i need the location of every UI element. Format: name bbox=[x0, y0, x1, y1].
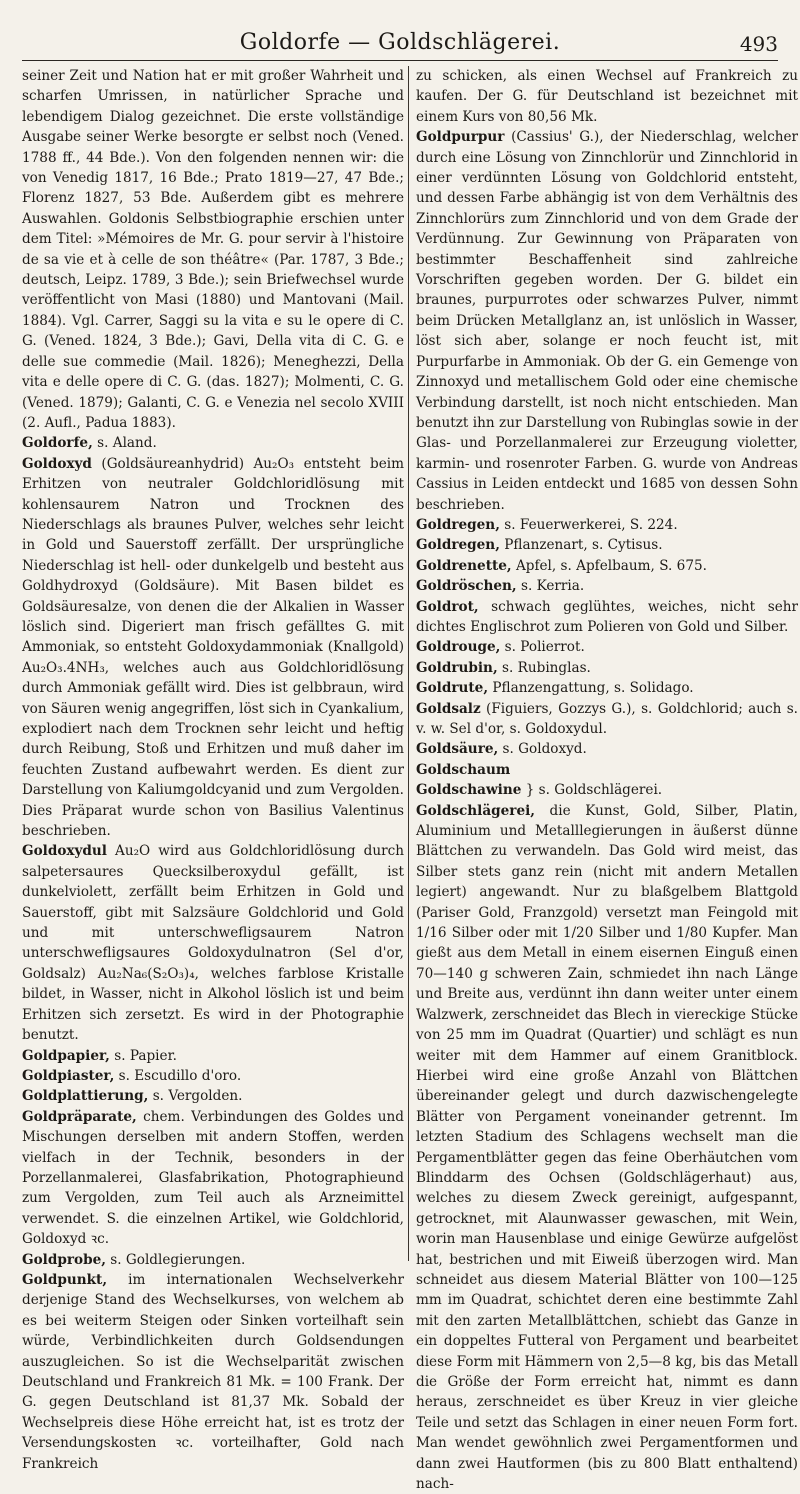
entry-headword: Goldrenette, bbox=[416, 557, 512, 574]
entry-headword: Goldpapier, bbox=[22, 1047, 110, 1064]
entry-text: s. Papier. bbox=[109, 1047, 177, 1064]
entry-text: Pflanzenart, s. Cytisus. bbox=[499, 537, 663, 554]
entry-text: s. Aland. bbox=[92, 435, 157, 452]
entry-headword: Goldrute, bbox=[416, 680, 489, 697]
page-number: 493 bbox=[739, 32, 778, 56]
entry-headword: Goldplattierung, bbox=[22, 1088, 149, 1105]
entry-text: s. Kerria. bbox=[516, 578, 585, 595]
entry-headword: Goldpräparate, bbox=[22, 1108, 137, 1125]
entry-headword: Goldröschen, bbox=[416, 578, 517, 595]
entry-text: Apfel, s. Apfelbaum, S. 675. bbox=[511, 557, 707, 574]
dictionary-entry bbox=[22, 433, 404, 453]
dictionary-entry bbox=[22, 66, 404, 433]
dictionary-entry bbox=[22, 1250, 404, 1270]
entry-text: (Goldsäureanhydrid) Au₂O₃ entsteht beim Erhitzen von neutraler Goldchloridlösung mit kohlensaurem Natron und Trocknen des Niederschlags als braunes Pulver, welches sehr leicht in Gold und Sauerstoff zerfällt. Der ursprüngliche Niederschlag ist hell- oder dunkelgelb und besteht aus Goldhydroxyd (Goldsäure). Mit Basen bildet es Goldsäuresalze, von denen die der Alkalien in Wasser löslich sind. Digeriert man frisch gefälltes G. mit Ammoniak, so entsteht Goldoxydammoniak (Knallgold) Au₂O₃.4NH₃, welches auch aus Goldchloridlösung durch Ammoniak gefällt wird. Dies ist gelbbraun, wird von Säuren wenig angegriffen, löst sich in Cyankalium, explodiert nach dem Trocknen sehr leicht und heftig durch Reibung, Stoß und Erhitzen und muß daher im feuchten Zustand aufbewahrt werden. Es dient zur Darstellung von Kaliumgoldcyanid und zum Vergolden. Dies Präparat wurde schon von Basilius Valentinus beschrieben. bbox=[22, 455, 404, 840]
dictionary-entry bbox=[416, 535, 798, 555]
dictionary-entry bbox=[416, 556, 798, 576]
entry-headword: Goldrouge, bbox=[416, 639, 501, 656]
entry-text: s. Goldoxyd. bbox=[498, 741, 587, 758]
dictionary-entry bbox=[416, 597, 798, 638]
entry-text: seiner Zeit und Nation hat er mit großer Wahrheit und scharfen Umrissen, in natürlicher Sprache und lebendigem Dialog gezeichnet. Die erste vollständige Ausgabe seiner Werke besorgte er selbst noch (Vened. 1788 ff., 44 Bde.). Von den folgenden nennen wir: die von Venedig 1817, 16 Bde.; Prato 1819—27, 47 Bde.; Florenz 1827, 53 Bde. Außerdem gibt es mehrere Auswahlen. Goldonis Selbstbiographie erschien unter dem Titel: »Mémoires de Mr. G. pour servir à l'histoire de sa vie et à celle de son théâtre« (Par. 1787, 3 Bde.; deutsch, Leipz. 1789, 3 Bde.); sein Briefwechsel wurde veröffentlicht von Masi (1880) und Mantovani (Mail. 1884). Vgl. Carrer, Saggi su la vita e su le opere di C. G. (Vened. 1824, 3 Bde.); Gavi, Della vita di C. G. e delle sue commedie (Mail. 1826); Meneghezzi, Della vita e delle opere di C. G. (das. 1827); Molmenti, C. G. (Vened. 1879); Galanti, C. G. e Venezia nel secolo XVIII (2. Aufl., Padua 1883). bbox=[22, 68, 404, 431]
entry-headword: Goldrot, bbox=[416, 598, 479, 615]
dictionary-entry bbox=[416, 127, 798, 515]
entry-headword: Goldschaum bbox=[416, 761, 511, 778]
entry-text: schwach geglühtes, weiches, nicht sehr dichtes Englischrot zum Polieren von Gold und Silber. bbox=[416, 598, 798, 635]
left-column bbox=[22, 66, 404, 1472]
dictionary-entry bbox=[416, 739, 798, 759]
entry-headword: Goldsalz bbox=[416, 700, 481, 717]
header-rule bbox=[22, 60, 778, 61]
dictionary-entry bbox=[416, 678, 798, 698]
entry-text: die Kunst, Gold, Silber, Platin, Aluminium und Metalllegierungen in äußerst dünne Blättchen zu verwandeln. Das Gold wird meist, das Silber stets ganz rein (nicht mit andern Metallen legiert) angewandt. Nur zu blaßgelbem Blattgold (Pariser Gold, Franzgold) versetzt man Feingold mit 1/16 Silber oder mit 1/20 Silber und 1/80 Kupfer. Man gießt aus dem Metall in einem eisernen Einguß einen 70—140 g schweren Zain, schmiedet ihn nach Länge und Breite aus, verdünnt ihn dann weiter unter einem Walzwerk, zerschneidet das Blech in viereckige Stücke von 25 mm im Quadrat (Quartier) und schlägt es nun weiter mit dem Hammer auf einem Granitblock. Hierbei wird eine große Anzahl von Blättchen übereinander gelegt und durch dazwischengelegte Blätter von Pergament voneinander getrennt. Im letzten Stadium des Schlagens wechselt man die Pergamentblätter gegen das feine Oberhäutchen vom Blinddarm des Ochsen (Goldschlägerhaut) aus, welches zu diesem Zweck gereinigt, aufgespannt, getrocknet, mit Alaunwasser gewaschen, mit Wein, worin man Hausenblase und einige Gewürze aufgelöst hat, bestrichen und mit Eiweiß überzogen wird. Man schneidet aus diesem Material Blätter von 100—125 mm im Quadrat, schichtet deren eine bestimmte Zahl mit den zarten Metallblättchen, schiebt das Ganze in ein doppeltes Futteral von Pergament und bearbeitet diese Form mit Hämmern von 2,5—8 kg, bis das Metall die Größe der Form erreicht hat, nimmt es dann heraus, zerschneidet es über Kreuz in vier gleiche Teile und setzt das Schlagen in einer neuen Form fort. Man wendet gewöhnlich zwei Pergamentformen und dann zwei Hautformen (bis zu 800 Blatt enthaltend) nach- bbox=[416, 802, 798, 1493]
entry-headword: Goldoxydul bbox=[22, 843, 107, 860]
entry-text: im internationalen Wechselverkehr derjenige Stand des Wechselkurses, von welchem ab es bei weiterm Steigen oder Sinken vorteilhaft sein würde, Verbindlichkeiten durch Goldsendungen auszugleichen. So ist die Wechselparität zwischen Deutschland und Frankreich 81 Mk. = 100 Frank. Der G. gegen Deutschland ist 81,37 Mk. Sobald der Wechselpreis diese Höhe erreicht hat, ist es trotz der Versendungskosten ꝛc. vorteilhafter, Gold nach Frankreich bbox=[22, 1271, 404, 1472]
entry-headword: Goldregen, bbox=[416, 516, 500, 533]
entry-headword: Goldsäure, bbox=[416, 741, 499, 758]
entry-text: s. Feuerwerkerei, S. 224. bbox=[499, 516, 678, 533]
entry-text: (Figuiers, Gozzys G.), s. Goldchlorid; auch s. v. w. Sel d'or, s. Goldoxydul. bbox=[416, 700, 798, 737]
dictionary-entry bbox=[416, 515, 798, 535]
entry-headword: Goldoxyd bbox=[22, 455, 92, 472]
dictionary-entry bbox=[22, 1066, 404, 1086]
entry-headword: Goldschlägerei, bbox=[416, 802, 535, 819]
dictionary-entry bbox=[22, 1046, 404, 1066]
entry-text: chem. Verbindungen des Goldes und Mischungen derselben mit andern Stoffen, werden vielfach in der Technik, besonders in der Porzellanmalerei, Glasfabrikation, Photographieund zum Vergolden, zum Teil auch als Arzneimittel verwendet. S. die einzelnen Artikel, wie Goldchlorid, Goldoxyd ꝛc. bbox=[22, 1108, 404, 1248]
entry-headword: Goldpurpur bbox=[416, 129, 505, 146]
dictionary-entry bbox=[416, 760, 798, 780]
page-header bbox=[22, 20, 778, 60]
entry-headword: Goldprobe, bbox=[22, 1251, 106, 1268]
dictionary-entry bbox=[416, 780, 798, 800]
dictionary-entry bbox=[22, 1107, 404, 1250]
entry-headword: Goldregen, bbox=[416, 537, 500, 554]
entry-headword: Goldschawine bbox=[416, 782, 522, 799]
entry-text: } s. Goldschlägerei. bbox=[521, 782, 663, 799]
entry-text: Pflanzengattung, s. Solidago. bbox=[488, 680, 694, 697]
running-title: Goldorfe — Goldschlägerei. bbox=[239, 30, 561, 55]
entry-headword: Goldpiaster, bbox=[22, 1067, 115, 1084]
dictionary-entry bbox=[22, 1270, 404, 1474]
dictionary-entry bbox=[22, 454, 404, 842]
dictionary-entry bbox=[416, 637, 798, 657]
column-divider bbox=[408, 66, 409, 1261]
dictionary-entry bbox=[416, 576, 798, 596]
dictionary-entry bbox=[416, 699, 798, 740]
entry-text: (Cassius' G.), der Niederschlag, welcher durch eine Lösung von Zinnchlorür und Zinnchlorid in einer verdünnten Lösung von Goldchlorid entsteht, und dessen Farbe abhängig ist von dem Verhältnis des Zinnchlorürs zum Zinnchlorid und von dem Grade der Verdünnung. Zur Gewinnung von Präparaten von bestimmter Beschaffenheit sind zahlreiche Vorschriften gegeben worden. Der G. bildet ein braunes, purpurrotes oder schwarzes Pulver, nimmt beim Drücken Metallglanz an, ist unlöslich in Wasser, löst sich aber, solange er noch feucht ist, mit Purpurfarbe in Ammoniak. Ob der G. ein Gemenge von Zinnoxyd und metallischem Gold oder eine chemische Verbindung darstellt, ist noch nicht entschieden. Man benutzt ihn zur Darstellung von Rubinglas sowie in der Glas- und Porzellanmalerei zur Erzeugung violetter, karmin- und rosenroter Farben. G. wurde von Andreas Cassius in Leiden entdeckt und 1685 von dessen Sohn beschrieben. bbox=[416, 129, 798, 513]
dictionary-entry bbox=[416, 66, 798, 127]
entry-text: zu schicken, als einen Wechsel auf Frankreich zu kaufen. Der G. für Deutschland ist bezeichnet mit einem Kurs von 80,56 Mk. bbox=[416, 68, 798, 125]
dictionary-entry bbox=[416, 658, 798, 678]
entry-text: Au₂O wird aus Goldchloridlösung durch salpetersaures Quecksilberoxydul gefällt, ist dunkelviolett, zerfällt beim Erhitzen in Gold und Sauerstoff, gibt mit Salzsäure Goldchlorid und Gold und mit unterschwefligsaurem Natron unterschwefligsaures Goldoxydulnatron (Sel d'or, Goldsalz) Au₂Na₆(S₂O₃)₄, welches farblose Kristalle bildet, in Wasser, nicht in Alkohol löslich ist und beim Erhitzen sich zersetzt. Es wird in der Photographie benutzt. bbox=[22, 843, 404, 1044]
right-column bbox=[416, 66, 798, 1493]
entry-headword: Goldpunkt, bbox=[22, 1271, 108, 1288]
entry-text: s. Polierrot. bbox=[500, 639, 585, 656]
entry-headword: Goldrubin, bbox=[416, 659, 498, 676]
entry-text: s. Rubinglas. bbox=[497, 659, 591, 676]
entry-headword: Goldorfe, bbox=[22, 435, 93, 452]
entry-text: s. Escudillo d'oro. bbox=[114, 1067, 242, 1084]
entry-text: s. Vergolden. bbox=[148, 1088, 243, 1105]
dictionary-entry bbox=[22, 841, 404, 1045]
dictionary-entry bbox=[416, 801, 798, 1494]
entry-text: s. Goldlegierungen. bbox=[105, 1251, 246, 1268]
dictionary-entry bbox=[22, 1086, 404, 1106]
